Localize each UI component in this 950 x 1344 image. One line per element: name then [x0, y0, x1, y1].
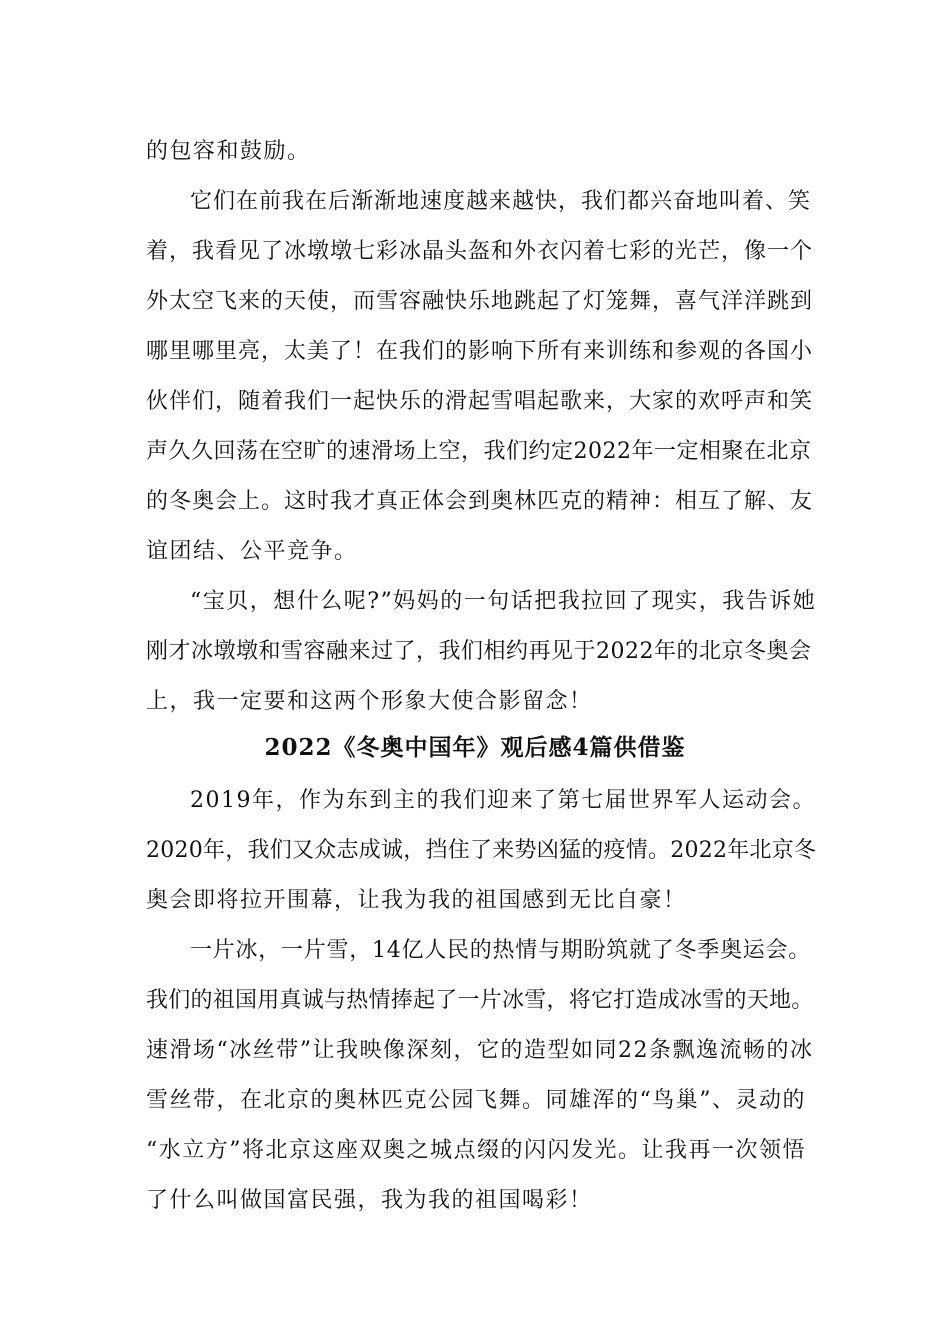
paragraph-line: 速滑场“冰丝带”让我映像深刻，它的造型如同22条飘逸流畅的冰: [146, 1038, 814, 1063]
paragraph-line: 奥会即将拉开围幕，让我为我的祖国感到无比自豪！: [146, 888, 687, 913]
paragraph-line: 2019年，作为东到主的我们迎来了第七届世界军人运动会。: [190, 788, 816, 813]
paragraph-line: 伙伴们，随着我们一起快乐的滑起雪唱起歌来，大家的欢呼声和笑: [146, 389, 814, 414]
paragraph-line: 它们在前我在后渐渐地速度越来越快，我们都兴奋地叫着、笑: [190, 189, 812, 214]
paragraph-line: 2020年，我们又众志成诚，挡住了来势凶猛的疫情。2022年北京冬: [146, 838, 817, 863]
paragraph-line: 声久久回荡在空旷的速滑场上空，我们约定2022年一定相聚在北京: [146, 439, 812, 464]
paragraph-line: “宝贝，想什么呢?”妈妈的一句话把我拉回了现实，我告诉她: [190, 589, 817, 614]
paragraph-line: 雪丝带，在北京的奥林匹克公园飞舞。同雄浑的“鸟巢”、灵动的: [146, 1088, 806, 1113]
paragraph-line: 刚才冰墩墩和雪容融来过了，我们相约再见于2022年的北京冬奥会: [146, 639, 812, 664]
paragraph-line: 着，我看见了冰墩墩七彩冰晶头盔和外衣闪着七彩的光芒，像一个: [146, 239, 814, 264]
paragraph-line: “水立方”将北京这座双奥之城点缀的闪闪发光。让我再一次领悟: [146, 1138, 806, 1163]
paragraph-line: 的冬奥会上。这时我才真正体会到奥林匹克的精神：相互了解、友: [146, 489, 814, 514]
paragraph-line: 我们的祖国用真诚与热情捧起了一片冰雪，将它打造成冰雪的天地。: [146, 988, 814, 1013]
paragraph-line: 谊团结、公平竞争。: [146, 539, 358, 564]
section-heading: 2022《冬奥中国年》观后感4篇供借鉴: [264, 734, 686, 761]
paragraph-line: 上，我一定要和这两个形象大使合影留念！: [146, 689, 593, 714]
paragraph-line: 了什么叫做国富民强，我为我的祖国喝彩！: [146, 1188, 593, 1213]
paragraph-line: 哪里哪里亮，太美了！在我们的影响下所有来训练和参观的各国小: [146, 339, 814, 364]
paragraph-line: 的包容和鼓励。: [146, 139, 311, 164]
paragraph-line: 一片冰，一片雪，14亿人民的热情与期盼筑就了冬季奥运会。: [190, 938, 811, 963]
paragraph-line: 外太空飞来的天使，而雪容融快乐地跳起了灯笼舞，喜气洋洋跳到: [146, 289, 814, 314]
